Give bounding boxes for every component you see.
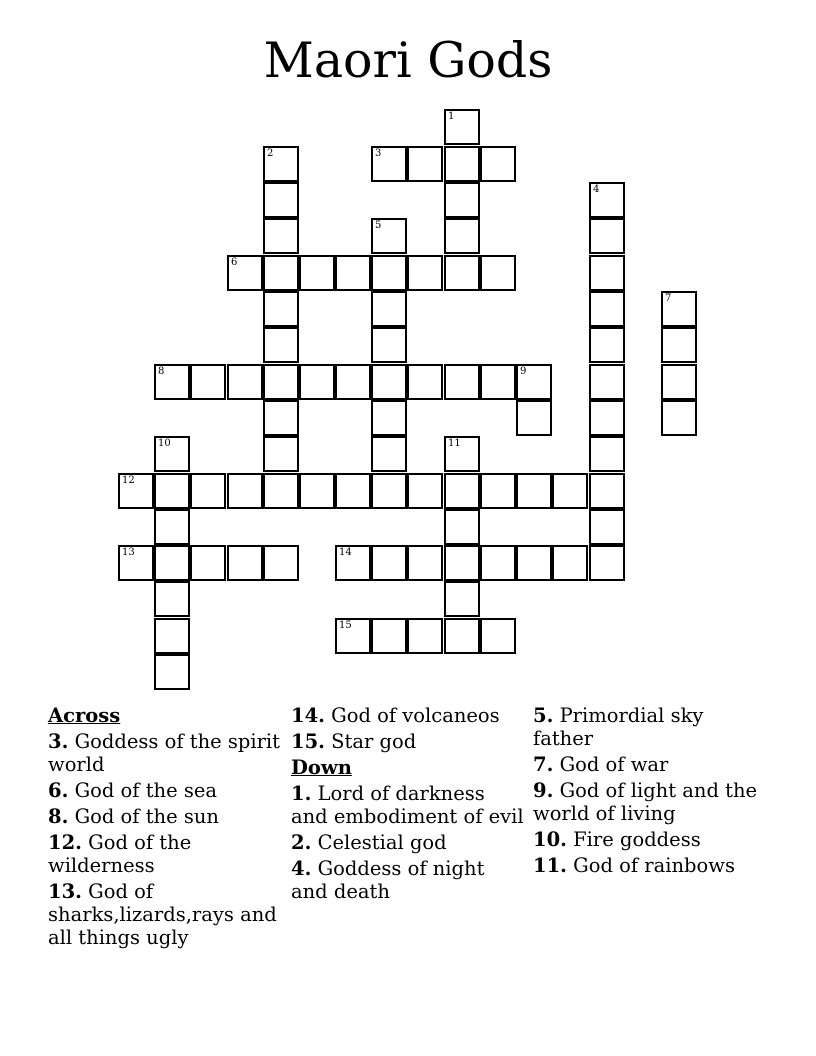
clue-across-13	[48, 880, 283, 949]
grid-cell[interactable]	[154, 581, 190, 617]
clue-column-2	[291, 704, 526, 906]
grid-cell[interactable]	[118, 545, 154, 581]
grid-cell[interactable]	[480, 255, 516, 291]
letter-input[interactable]	[591, 257, 623, 289]
clue-across-15	[291, 730, 526, 753]
letter-input[interactable]	[591, 402, 623, 434]
letter-input[interactable]	[591, 438, 623, 470]
clue-number-label: 7	[665, 293, 672, 304]
letter-input[interactable]	[446, 184, 478, 216]
clue-text: God of the sea	[74, 779, 218, 802]
letter-input[interactable]	[518, 547, 550, 579]
grid-cell[interactable]	[407, 545, 443, 581]
clue-number-label: 2	[267, 148, 274, 159]
letter-input[interactable]	[337, 366, 369, 398]
clue-number-label: 12	[122, 475, 135, 486]
grid-cell[interactable]	[263, 327, 299, 363]
letter-input[interactable]	[265, 402, 297, 434]
clue-down-4	[291, 857, 526, 903]
clue-number-label: 15	[339, 620, 352, 631]
grid-cell[interactable]	[444, 618, 480, 654]
letter-input[interactable]	[482, 620, 514, 652]
letter-input[interactable]	[482, 257, 514, 289]
letter-input[interactable]	[265, 547, 297, 579]
clue-number-label: 11	[448, 438, 461, 449]
letter-input[interactable]	[446, 475, 478, 507]
clue-number: 1.	[291, 782, 312, 805]
letter-input[interactable]	[301, 366, 333, 398]
grid-cell[interactable]	[371, 327, 407, 363]
clue-number-label: 8	[158, 366, 165, 377]
letter-input[interactable]	[373, 366, 405, 398]
grid-cell[interactable]	[407, 255, 443, 291]
letter-input[interactable]	[591, 184, 623, 216]
grid-cell[interactable]	[154, 436, 190, 472]
grid-cell[interactable]	[227, 473, 263, 509]
clue-text: God of the sun	[74, 805, 219, 828]
clue-across-14	[291, 704, 526, 727]
letter-input[interactable]	[554, 547, 586, 579]
letter-input[interactable]	[591, 366, 623, 398]
grid-cell[interactable]	[263, 146, 299, 182]
grid-cell[interactable]	[589, 218, 625, 254]
letter-input[interactable]	[156, 438, 188, 470]
clue-number: 12.	[48, 831, 82, 854]
letter-input[interactable]	[192, 547, 224, 579]
letter-input[interactable]	[156, 511, 188, 543]
grid-cell[interactable]	[154, 473, 190, 509]
grid-cell[interactable]	[444, 364, 480, 400]
letter-input[interactable]	[192, 366, 224, 398]
letter-input[interactable]	[337, 475, 369, 507]
grid-cell[interactable]	[335, 473, 371, 509]
grid-cell[interactable]	[335, 618, 371, 654]
letter-input[interactable]	[446, 257, 478, 289]
grid-cell[interactable]	[371, 364, 407, 400]
grid-cell[interactable]	[444, 109, 480, 145]
letter-input[interactable]	[409, 620, 441, 652]
grid-cell[interactable]	[444, 182, 480, 218]
grid-cell[interactable]	[371, 545, 407, 581]
grid-cell[interactable]	[371, 400, 407, 436]
grid-cell[interactable]	[589, 400, 625, 436]
across-heading: Across	[48, 704, 121, 727]
letter-input[interactable]	[156, 547, 188, 579]
letter-input[interactable]	[373, 620, 405, 652]
grid-cell[interactable]	[263, 400, 299, 436]
grid-cell[interactable]	[263, 436, 299, 472]
letter-input[interactable]	[409, 547, 441, 579]
letter-input[interactable]	[409, 257, 441, 289]
letter-input[interactable]	[192, 475, 224, 507]
clue-text: God of the wilderness	[48, 831, 192, 877]
clue-number: 6.	[48, 779, 69, 802]
grid-cell[interactable]	[335, 364, 371, 400]
letter-input[interactable]	[446, 620, 478, 652]
clue-down-11	[533, 854, 758, 877]
grid-cell[interactable]	[263, 291, 299, 327]
letter-input[interactable]	[591, 511, 623, 543]
letter-input[interactable]	[265, 475, 297, 507]
grid-cell[interactable]	[589, 545, 625, 581]
letter-input[interactable]	[337, 547, 369, 579]
grid-cell[interactable]	[552, 545, 588, 581]
letter-input[interactable]	[482, 148, 514, 180]
clue-across-3	[48, 730, 283, 776]
grid-cell[interactable]	[407, 364, 443, 400]
letter-input[interactable]	[663, 329, 695, 361]
grid-cell[interactable]	[299, 473, 335, 509]
clue-number-label: 4	[593, 184, 600, 195]
letter-input[interactable]	[156, 620, 188, 652]
grid-cell[interactable]	[190, 545, 226, 581]
letter-input[interactable]	[373, 475, 405, 507]
letter-input[interactable]	[120, 547, 152, 579]
letter-input[interactable]	[446, 220, 478, 252]
letter-input[interactable]	[229, 366, 261, 398]
clue-number-label: 5	[375, 220, 382, 231]
letter-input[interactable]	[265, 329, 297, 361]
letter-input[interactable]	[373, 148, 405, 180]
page-title: Maori Gods	[263, 32, 553, 89]
grid-cell[interactable]	[154, 509, 190, 545]
clue-number: 3.	[48, 730, 69, 753]
clue-down-2	[291, 831, 526, 854]
clue-text: God of light and the world of living	[533, 779, 758, 825]
clue-number-label: 10	[158, 438, 171, 449]
grid-cell[interactable]	[589, 436, 625, 472]
clue-number-label: 3	[375, 148, 382, 159]
grid-cell[interactable]	[589, 473, 625, 509]
letter-input[interactable]	[591, 220, 623, 252]
letter-input[interactable]	[663, 293, 695, 325]
grid-cell[interactable]	[516, 545, 552, 581]
letter-input[interactable]	[591, 293, 623, 325]
grid-cell[interactable]	[154, 618, 190, 654]
grid-cell[interactable]	[227, 255, 263, 291]
letter-input[interactable]	[373, 438, 405, 470]
letter-input[interactable]	[482, 547, 514, 579]
letter-input[interactable]	[446, 583, 478, 615]
clue-down-10	[533, 828, 758, 851]
clue-down-9	[533, 779, 758, 825]
letter-input[interactable]	[591, 475, 623, 507]
letter-input[interactable]	[446, 547, 478, 579]
clue-text: Lord of darkness and embodiment of evil	[291, 782, 524, 828]
letter-input[interactable]	[446, 111, 478, 143]
grid-cell[interactable]	[263, 473, 299, 509]
letter-input[interactable]	[373, 257, 405, 289]
letter-input[interactable]	[446, 148, 478, 180]
letter-input[interactable]	[446, 438, 478, 470]
letter-input[interactable]	[663, 366, 695, 398]
grid-cell[interactable]	[154, 654, 190, 690]
letter-input[interactable]	[409, 366, 441, 398]
letter-input[interactable]	[373, 293, 405, 325]
letter-input[interactable]	[482, 366, 514, 398]
grid-cell[interactable]	[444, 581, 480, 617]
grid-cell[interactable]	[589, 255, 625, 291]
clue-text: God of volcaneos	[331, 704, 500, 727]
clue-number: 10.	[533, 828, 567, 851]
grid-cell[interactable]	[371, 146, 407, 182]
down-heading: Down	[291, 756, 352, 779]
clue-number: 13.	[48, 880, 82, 903]
grid-cell[interactable]	[589, 182, 625, 218]
clue-number-label: 9	[520, 366, 527, 377]
grid-cell[interactable]	[227, 364, 263, 400]
letter-input[interactable]	[446, 366, 478, 398]
clue-text: God of war	[559, 753, 669, 776]
grid-cell[interactable]	[227, 545, 263, 581]
letter-input[interactable]	[301, 475, 333, 507]
letter-input[interactable]	[265, 220, 297, 252]
grid-cell[interactable]	[480, 473, 516, 509]
grid-cell[interactable]	[444, 436, 480, 472]
letter-input[interactable]	[265, 257, 297, 289]
clue-number-label: 14	[339, 547, 352, 558]
grid-cell[interactable]	[407, 618, 443, 654]
grid-cell[interactable]	[480, 618, 516, 654]
letter-input[interactable]	[337, 620, 369, 652]
clue-column-3	[533, 704, 758, 880]
grid-cell[interactable]	[190, 473, 226, 509]
letter-input[interactable]	[446, 511, 478, 543]
letter-input[interactable]	[265, 366, 297, 398]
grid-cell[interactable]	[516, 400, 552, 436]
grid-cell[interactable]	[190, 364, 226, 400]
grid-cell[interactable]	[589, 291, 625, 327]
letter-input[interactable]	[518, 402, 550, 434]
letter-input[interactable]	[156, 583, 188, 615]
grid-cell[interactable]	[407, 146, 443, 182]
grid-cell[interactable]	[371, 436, 407, 472]
grid-cell[interactable]	[371, 473, 407, 509]
clue-number: 9.	[533, 779, 554, 802]
clue-number: 15.	[291, 730, 325, 753]
letter-input[interactable]	[482, 475, 514, 507]
letter-input[interactable]	[591, 547, 623, 579]
grid-cell[interactable]	[661, 327, 697, 363]
grid-cell[interactable]	[371, 618, 407, 654]
clue-number: 14.	[291, 704, 325, 727]
clue-number: 5.	[533, 704, 554, 727]
clue-down-1	[291, 782, 526, 828]
grid-cell[interactable]	[661, 364, 697, 400]
grid-cell[interactable]	[263, 182, 299, 218]
clue-down-7	[533, 753, 758, 776]
letter-input[interactable]	[554, 475, 586, 507]
letter-input[interactable]	[337, 257, 369, 289]
clue-across-12	[48, 831, 283, 877]
grid-cell[interactable]	[444, 473, 480, 509]
letter-input[interactable]	[373, 402, 405, 434]
clue-text: God of sharks,lizards,rays and all things ugly	[48, 880, 277, 949]
grid-cell[interactable]	[299, 255, 335, 291]
grid-cell[interactable]	[371, 218, 407, 254]
grid-cell[interactable]	[516, 473, 552, 509]
grid-cell[interactable]	[263, 255, 299, 291]
grid-cell[interactable]	[263, 545, 299, 581]
letter-input[interactable]	[229, 257, 261, 289]
clue-number-label: 1	[448, 111, 455, 122]
clue-number: 7.	[533, 753, 554, 776]
clue-number: 2.	[291, 831, 312, 854]
letter-input[interactable]	[265, 293, 297, 325]
letter-input[interactable]	[229, 547, 261, 579]
grid-cell[interactable]	[589, 509, 625, 545]
clue-number-label: 13	[122, 547, 135, 558]
clue-down-5	[533, 704, 758, 750]
letter-input[interactable]	[518, 475, 550, 507]
letter-input[interactable]	[518, 366, 550, 398]
clue-number-label: 6	[231, 257, 238, 268]
grid-cell[interactable]	[335, 545, 371, 581]
clue-text: God of rainbows	[573, 854, 735, 877]
clue-number: 8.	[48, 805, 69, 828]
letter-input[interactable]	[156, 475, 188, 507]
grid-cell[interactable]	[480, 545, 516, 581]
grid-cell[interactable]	[154, 364, 190, 400]
grid-cell[interactable]	[299, 364, 335, 400]
grid-cell[interactable]	[589, 327, 625, 363]
grid-cell[interactable]	[118, 473, 154, 509]
clue-text: Celestial god	[317, 831, 447, 854]
letter-input[interactable]	[156, 366, 188, 398]
grid-cell[interactable]	[444, 255, 480, 291]
clue-column-1	[48, 704, 283, 952]
letter-input[interactable]	[373, 547, 405, 579]
clue-text: Goddess of night and death	[291, 857, 485, 903]
letter-input[interactable]	[265, 438, 297, 470]
grid-cell[interactable]	[589, 364, 625, 400]
grid-cell[interactable]	[661, 291, 697, 327]
grid-cell[interactable]	[263, 364, 299, 400]
grid-cell[interactable]	[263, 218, 299, 254]
grid-cell[interactable]	[444, 545, 480, 581]
letter-input[interactable]	[373, 220, 405, 252]
grid-cell[interactable]	[516, 364, 552, 400]
grid-cell[interactable]	[335, 255, 371, 291]
letter-input[interactable]	[409, 475, 441, 507]
letter-input[interactable]	[591, 329, 623, 361]
grid-cell[interactable]	[444, 146, 480, 182]
letter-input[interactable]	[156, 656, 188, 688]
grid-cell[interactable]	[480, 146, 516, 182]
clue-across-8	[48, 805, 283, 828]
grid-cell[interactable]	[480, 364, 516, 400]
clue-text: Primordial sky father	[533, 704, 704, 750]
grid-cell[interactable]	[154, 545, 190, 581]
grid-cell[interactable]	[552, 473, 588, 509]
letter-input[interactable]	[120, 475, 152, 507]
clue-across-6	[48, 779, 283, 802]
clue-number: 4.	[291, 857, 312, 880]
grid-cell[interactable]	[371, 291, 407, 327]
letter-input[interactable]	[229, 475, 261, 507]
grid-cell[interactable]	[661, 400, 697, 436]
letter-input[interactable]	[373, 329, 405, 361]
clue-text: Star god	[331, 730, 417, 753]
letter-input[interactable]	[663, 402, 695, 434]
grid-cell[interactable]	[407, 473, 443, 509]
clue-text: Goddess of the spirit world	[48, 730, 281, 776]
clue-number: 11.	[533, 854, 567, 877]
letter-input[interactable]	[265, 148, 297, 180]
clue-text: Fire goddess	[573, 828, 701, 851]
letter-input[interactable]	[409, 148, 441, 180]
grid-cell[interactable]	[444, 218, 480, 254]
grid-cell[interactable]	[444, 509, 480, 545]
letter-input[interactable]	[301, 257, 333, 289]
letter-input[interactable]	[265, 184, 297, 216]
grid-cell[interactable]	[371, 255, 407, 291]
